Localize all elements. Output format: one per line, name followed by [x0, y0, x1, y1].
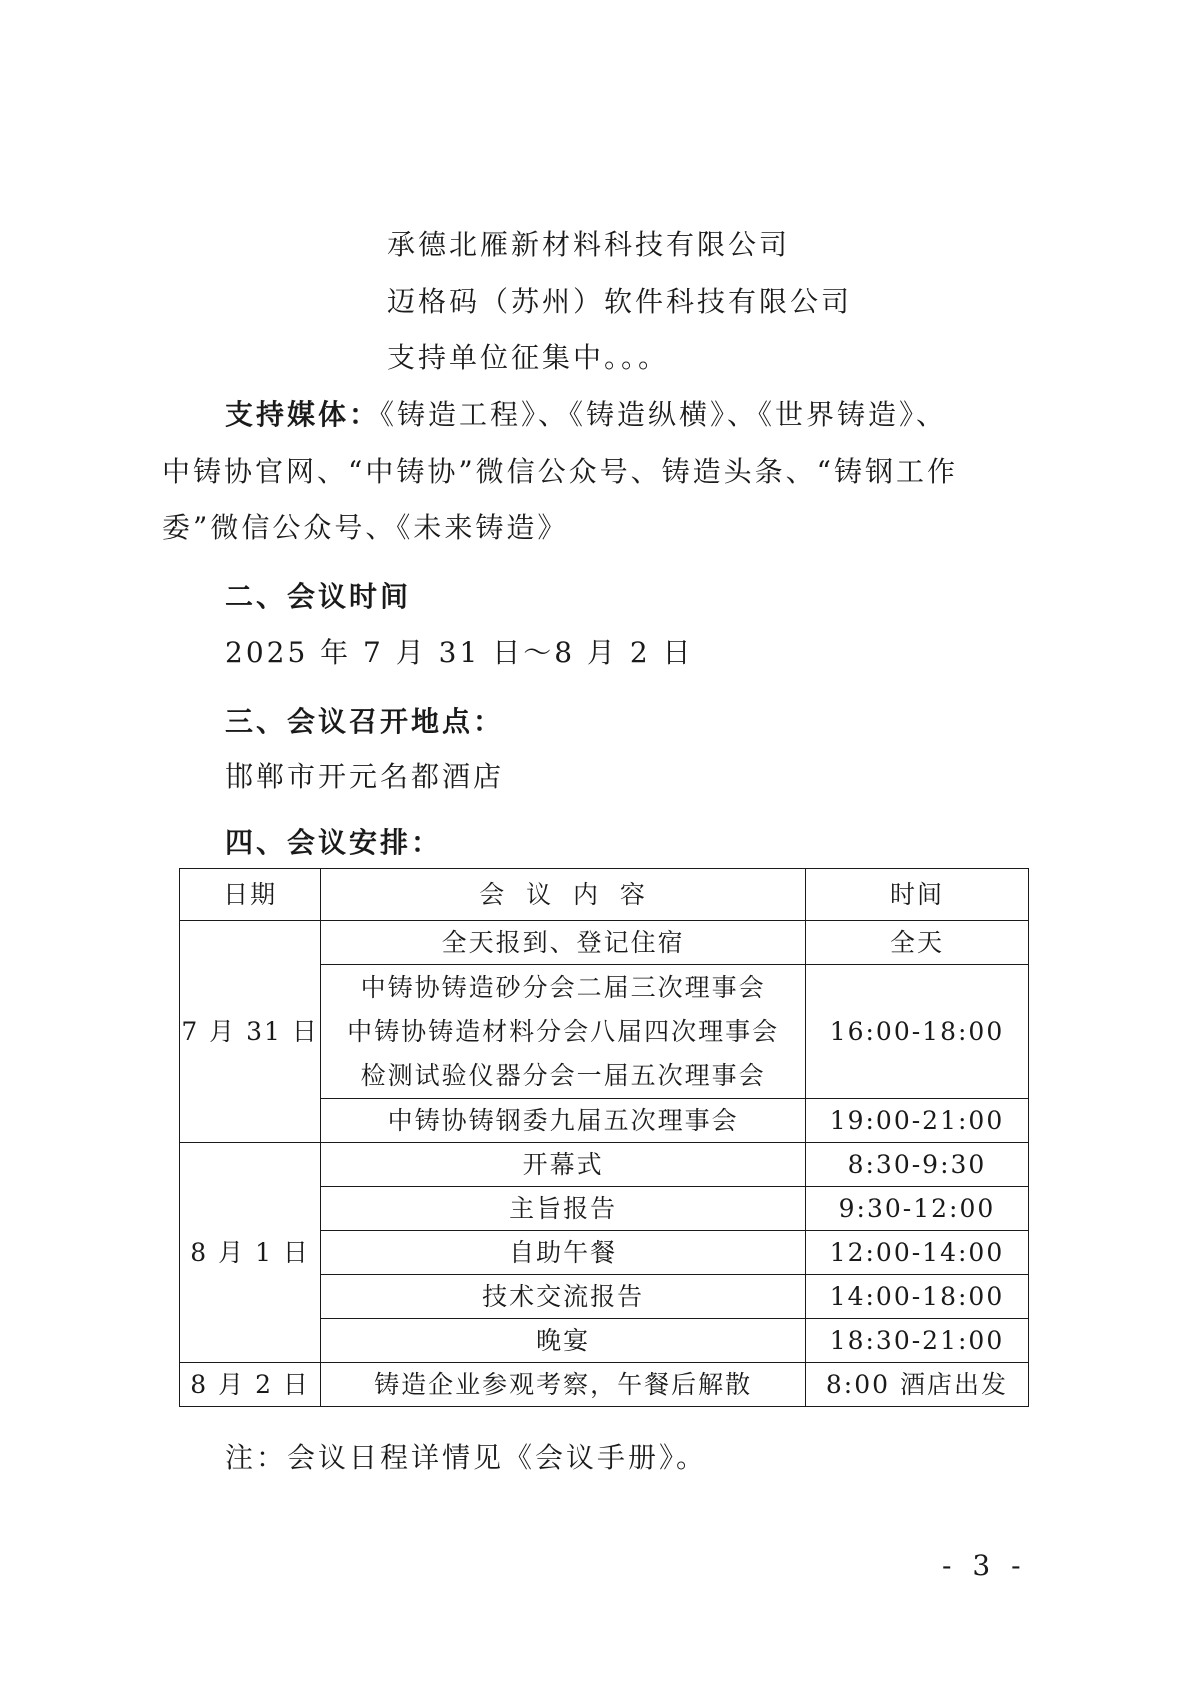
media-paragraph-line-3: 委”微信公众号、《未来铸造》 [162, 511, 569, 544]
sponsor-line-1: 承德北雁新材料科技有限公司 [387, 228, 791, 261]
time-cell: 全天 [805, 921, 1028, 965]
content-line: 中铸协铸造材料分会八届四次理事会 [347, 1016, 780, 1046]
time-cell: 16:00-18:00 [805, 965, 1028, 1099]
date-cell: 8 月 2 日 [180, 1363, 321, 1407]
content-cell: 全天报到、登记住宿 [321, 921, 806, 965]
media-paragraph-line-1 [225, 398, 947, 432]
section-3-heading: 三、会议召开地点： [225, 705, 505, 738]
media-label: 支持媒体： [225, 398, 381, 431]
media-paragraph-line-2: 中铸协官网、“中铸协”微信公众号、铸造头条、“铸钢工作 [162, 455, 958, 488]
content-cell: 自助午餐 [321, 1231, 806, 1275]
time-cell: 8:00 酒店出发 [805, 1363, 1028, 1407]
time-cell: 14:00-18:00 [805, 1275, 1028, 1319]
page-number: - 3 - [942, 1549, 1027, 1582]
sponsor-line-3: 支持单位征集中。。。 [387, 341, 670, 374]
table-row [180, 1363, 1029, 1407]
content-cell: 开幕式 [321, 1143, 806, 1187]
section-4-heading: 四、会议安排： [225, 826, 443, 859]
content-cell: 主旨报告 [321, 1187, 806, 1231]
section-2-heading: 二、会议时间 [225, 580, 412, 613]
time-cell: 8:30-9:30 [805, 1143, 1028, 1187]
content-cell: 中铸协铸钢委九届五次理事会 [321, 1099, 806, 1143]
time-cell: 19:00-21:00 [805, 1099, 1028, 1143]
header-content: 会 议 内 容 [321, 869, 806, 921]
sponsor-line-2: 迈格码（苏州）软件科技有限公司 [387, 285, 853, 318]
content-line: 中铸协铸造砂分会二届三次理事会 [360, 972, 766, 1002]
schedule-note: 注：会议日程详情见《会议手册》。 [225, 1441, 708, 1474]
date-cell: 8 月 1 日 [180, 1143, 321, 1363]
table-header-row [180, 869, 1029, 921]
table-row [180, 1143, 1029, 1187]
meeting-venue: 邯郸市开元名都酒店 [225, 760, 505, 793]
time-cell: 12:00-14:00 [805, 1231, 1028, 1275]
header-date: 日期 [180, 869, 321, 921]
meeting-dates: 2025 年 7 月 31 日～8 月 2 日 [225, 636, 694, 669]
schedule-table [179, 868, 1029, 1407]
content-cell-multiline [321, 965, 806, 1099]
date-cell: 7 月 31 日 [180, 921, 321, 1143]
content-cell: 技术交流报告 [321, 1275, 806, 1319]
content-line: 检测试验仪器分会一届五次理事会 [360, 1060, 766, 1090]
time-cell: 9:30-12:00 [805, 1187, 1028, 1231]
content-cell: 晚宴 [321, 1319, 806, 1363]
media-list-part-1: 《铸造工程》、《铸造纵横》、《世界铸造》、 [380, 398, 948, 431]
content-cell: 铸造企业参观考察，午餐后解散 [321, 1363, 806, 1407]
table-row [180, 921, 1029, 965]
header-time: 时间 [805, 869, 1028, 921]
time-cell: 18:30-21:00 [805, 1319, 1028, 1363]
